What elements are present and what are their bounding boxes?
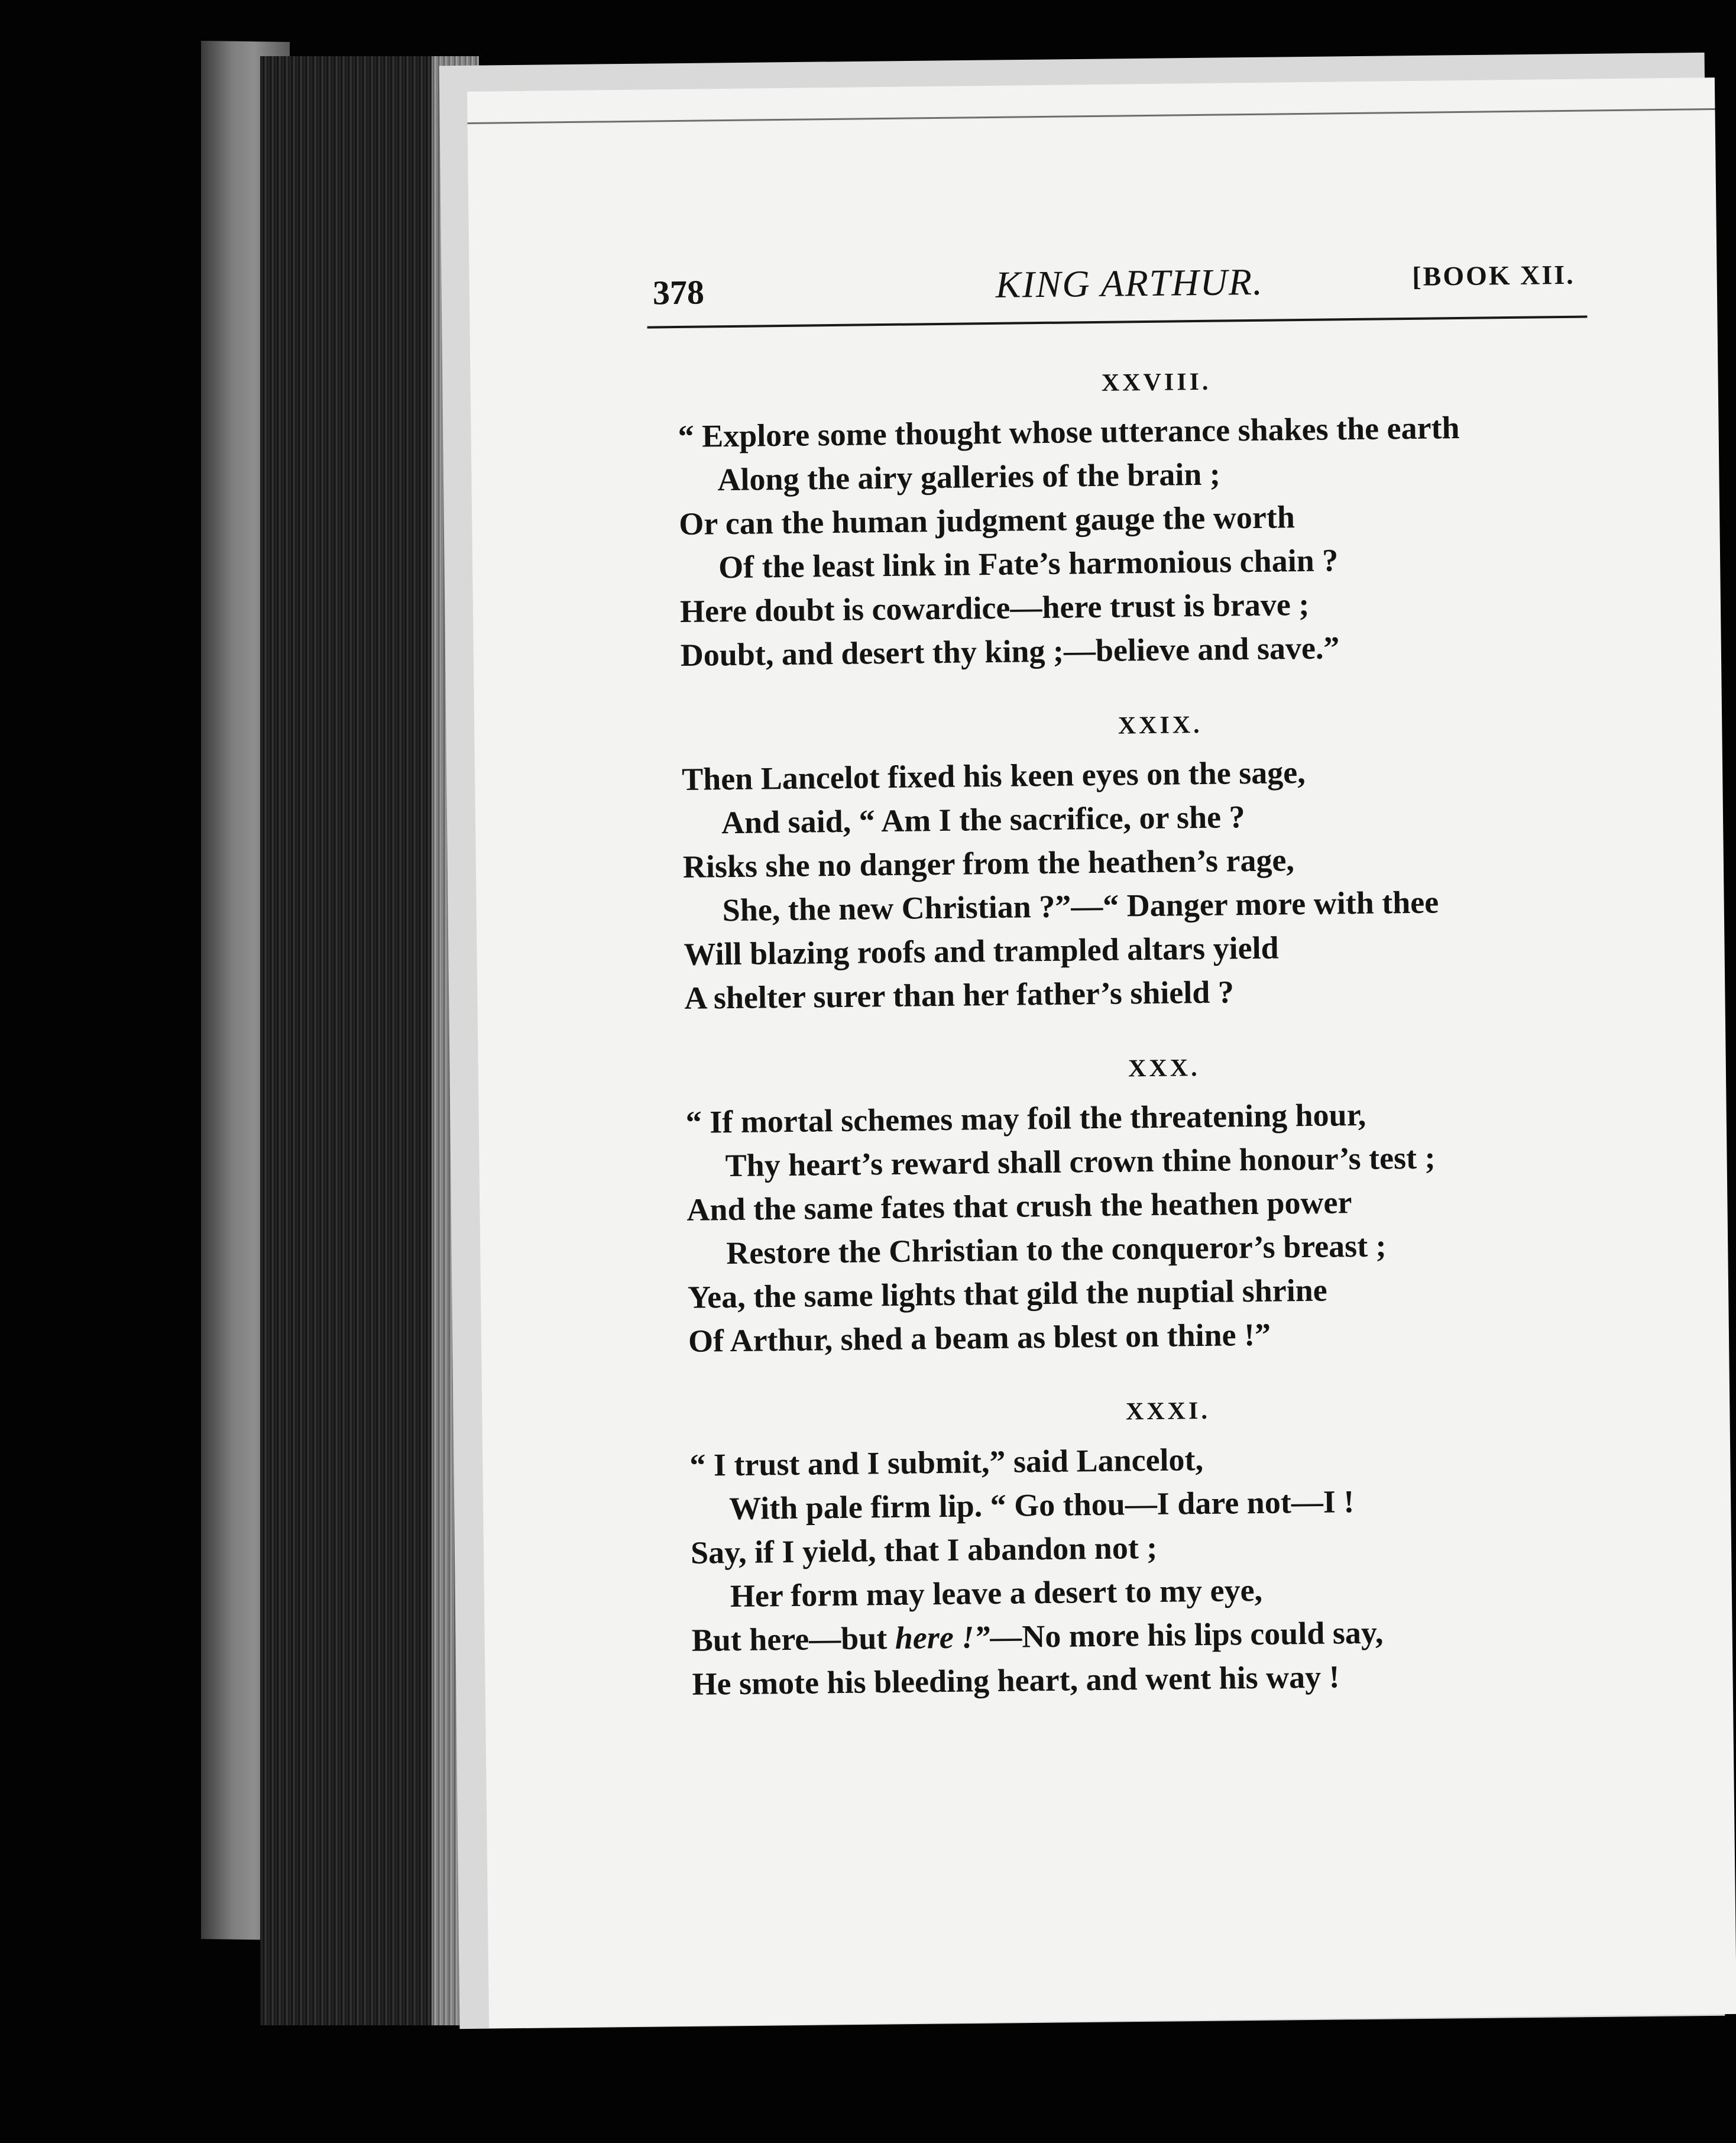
verse-line: Of the least link in Fate’s harmonious chain ? bbox=[718, 542, 1339, 585]
verse-line: “ I trust and I submit,” said Lancelot, bbox=[689, 1442, 1204, 1483]
stanza-number: XXVIII. bbox=[1101, 368, 1212, 397]
verse-line: Restore the Christian to the conqueror’s breast ; bbox=[726, 1228, 1387, 1271]
verse-line: Risks she no danger from the heathen’s rage, bbox=[682, 842, 1295, 885]
stanza-number: XXIX. bbox=[1118, 711, 1203, 740]
header-rule bbox=[647, 316, 1588, 329]
verse-line: Doubt, and desert thy king ;—believe and save.” bbox=[680, 630, 1340, 673]
stanza bbox=[681, 700, 1607, 1020]
verse-line: And the same fates that crush the heathen power bbox=[686, 1184, 1352, 1228]
verse-line: Along the airy galleries of the brain ; bbox=[717, 456, 1221, 498]
verse-line: A shelter surer than her father’s shield ? bbox=[684, 974, 1235, 1016]
verse-text: —No more his lips could say, bbox=[989, 1614, 1384, 1655]
italic-word: here !” bbox=[895, 1619, 990, 1656]
verse-line: And said, “ Am I the sacrifice, or she ? bbox=[721, 799, 1245, 841]
page-top-edge bbox=[468, 108, 1715, 124]
running-title: KING ARTHUR. bbox=[995, 260, 1264, 306]
verse-line: Yea, the same lights that gild the nuptial shrine bbox=[687, 1272, 1328, 1315]
stanza bbox=[685, 1043, 1611, 1363]
book-section: [BOOK XII. bbox=[1411, 259, 1575, 292]
verse-line: With pale firm lip. “ Go thou—I dare not—I ! bbox=[728, 1484, 1355, 1527]
book-page bbox=[467, 77, 1736, 2028]
stanza-number: XXXI. bbox=[1125, 1397, 1211, 1426]
stanza-number: XXX. bbox=[1128, 1054, 1200, 1083]
running-head bbox=[652, 257, 1575, 315]
verse-line: Of Arthur, shed a beam as blest on thine !” bbox=[688, 1316, 1271, 1359]
verse-line: He smote his bleeding heart, and went his way ! bbox=[692, 1659, 1340, 1702]
verse-line: She, the new Christian ?”—“ Danger more with thee bbox=[722, 884, 1439, 928]
verse-line: “ Explore some thought whose utterance shakes the earth bbox=[678, 409, 1460, 454]
page-number: 378 bbox=[652, 273, 705, 312]
verse-line: Then Lancelot fixed his keen eyes on the sage, bbox=[681, 754, 1306, 797]
verse-line: “ If mortal schemes may foil the threatening hour, bbox=[685, 1096, 1366, 1140]
verse-line: Thy heart’s reward shall crown thine honour’s test ; bbox=[725, 1140, 1436, 1184]
verse-line: Say, if I yield, that I abandon not ; bbox=[690, 1529, 1158, 1571]
stanza bbox=[689, 1385, 1615, 1706]
verse-line: Or can the human judgment gauge the worth bbox=[678, 499, 1295, 542]
verse-text: But here—but bbox=[691, 1620, 896, 1658]
verse-line: Here doubt is cowardice—here trust is brave ; bbox=[679, 586, 1310, 629]
verse-line: Her form may leave a desert to my eye, bbox=[730, 1572, 1263, 1614]
verse-line: Will blazing roofs and trampled altars yield bbox=[684, 930, 1279, 972]
stanza bbox=[677, 357, 1603, 677]
